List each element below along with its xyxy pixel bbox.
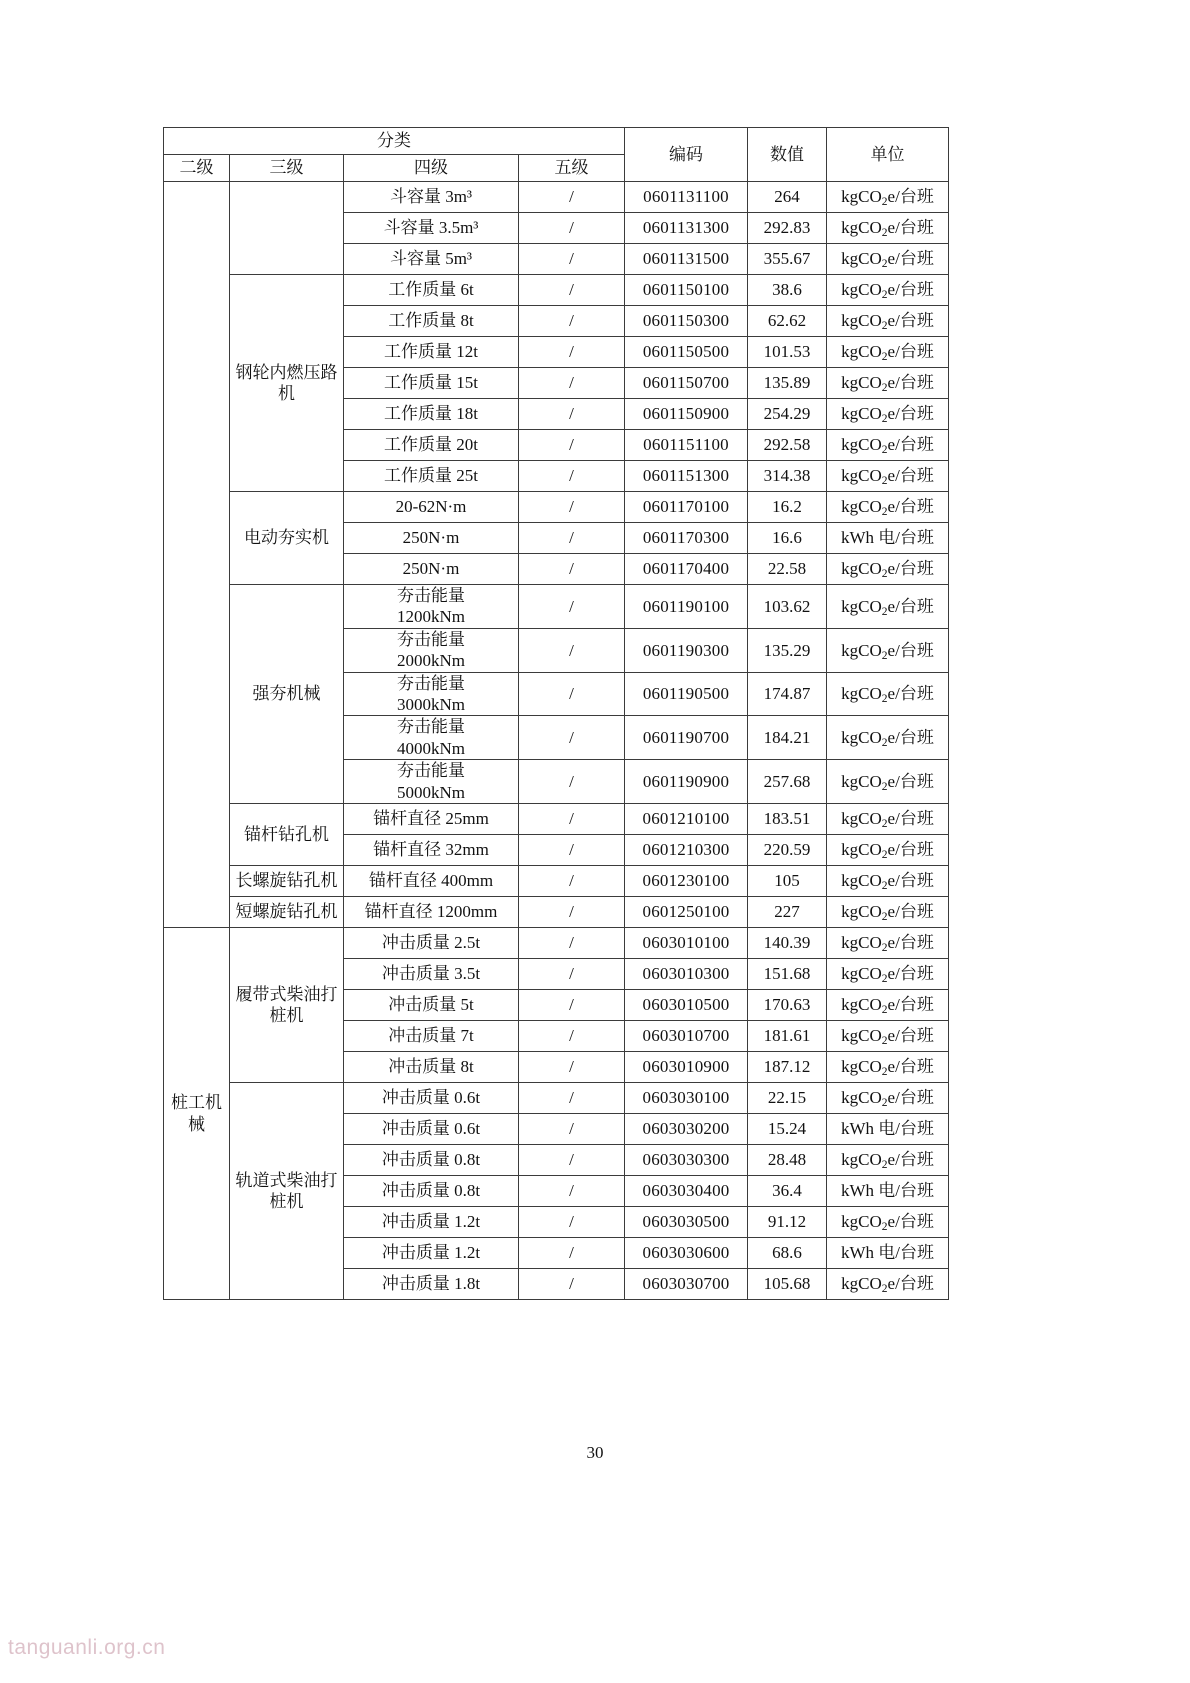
cell-unit: kgCO$_2$e/台班 [827,628,949,672]
cell-code: 0601131300 [625,213,748,244]
header-classification-group: 分类 [164,128,625,155]
cell-code: 0601151300 [625,461,748,492]
cell-value: 151.68 [748,959,827,990]
cell-level4: 冲击质量 0.6t [344,1083,519,1114]
cell-unit: kgCO$_2$e/台班 [827,990,949,1021]
cell-code: 0601170300 [625,523,748,554]
cell-level4: 250N·m [344,554,519,585]
cell-level5: / [519,306,625,337]
cell-code: 0603030100 [625,1083,748,1114]
cell-level5: / [519,244,625,275]
cell-value: 68.6 [748,1238,827,1269]
cell-code: 0603030400 [625,1176,748,1207]
cell-level4: 斗容量 5m³ [344,244,519,275]
table-row [164,1083,949,1114]
cell-unit: kgCO$_2$e/台班 [827,213,949,244]
cell-level5: / [519,1269,625,1300]
cell-value: 170.63 [748,990,827,1021]
cell-value: 103.62 [748,585,827,629]
cell-level5: / [519,430,625,461]
cell-code: 0601230100 [625,866,748,897]
cell-value: 254.29 [748,399,827,430]
cell-code: 0601190500 [625,672,748,716]
table-row [164,928,949,959]
cell-level5: / [519,1176,625,1207]
cell-value: 227 [748,897,827,928]
cell-value: 355.67 [748,244,827,275]
emission-factor-table [163,127,949,1300]
table-row [164,492,949,523]
cell-level5: / [519,1021,625,1052]
cell-level5: / [519,1114,625,1145]
cell-unit: kgCO$_2$e/台班 [827,1021,949,1052]
cell-code: 0601190900 [625,760,748,804]
cell-value: 183.51 [748,804,827,835]
cell-level3: 履带式柴油打桩机 [230,928,344,1083]
cell-value: 16.2 [748,492,827,523]
cell-unit: kgCO$_2$e/台班 [827,554,949,585]
cell-unit: kgCO$_2$e/台班 [827,760,949,804]
cell-code: 0601190700 [625,716,748,760]
cell-level5: / [519,1145,625,1176]
cell-level5: / [519,628,625,672]
cell-unit: kgCO$_2$e/台班 [827,1269,949,1300]
table-row [164,897,949,928]
cell-code: 0601150100 [625,275,748,306]
cell-level4: 冲击质量 0.6t [344,1114,519,1145]
cell-level3: 钢轮内燃压路机 [230,275,344,492]
cell-unit: kgCO$_2$e/台班 [827,1083,949,1114]
cell-code: 0603030200 [625,1114,748,1145]
header-code: 编码 [625,128,748,182]
cell-level4: 锚杆直径 25mm [344,804,519,835]
cell-unit: kgCO$_2$e/台班 [827,959,949,990]
table-row [164,866,949,897]
cell-level5: / [519,1238,625,1269]
cell-code: 0603010900 [625,1052,748,1083]
cell-code: 0603030300 [625,1145,748,1176]
cell-value: 105.68 [748,1269,827,1300]
cell-code: 0601151100 [625,430,748,461]
cell-level2 [164,182,230,928]
cell-level4: 冲击质量 0.8t [344,1176,519,1207]
header-unit: 单位 [827,128,949,182]
header-level4: 四级 [344,155,519,182]
cell-level4: 夯击能量 4000kNm [344,716,519,760]
cell-unit: kgCO$_2$e/台班 [827,182,949,213]
cell-level4: 夯击能量 1200kNm [344,585,519,629]
cell-code: 0601150700 [625,368,748,399]
cell-level4: 冲击质量 7t [344,1021,519,1052]
cell-unit: kgCO$_2$e/台班 [827,399,949,430]
cell-level4: 冲击质量 3.5t [344,959,519,990]
cell-level4: 夯击能量 3000kNm [344,672,519,716]
cell-unit: kgCO$_2$e/台班 [827,461,949,492]
cell-unit: kgCO$_2$e/台班 [827,1052,949,1083]
cell-value: 174.87 [748,672,827,716]
cell-level4: 斗容量 3m³ [344,182,519,213]
cell-code: 0601131100 [625,182,748,213]
cell-value: 91.12 [748,1207,827,1238]
cell-level4: 冲击质量 2.5t [344,928,519,959]
cell-level4: 冲击质量 1.2t [344,1207,519,1238]
cell-code: 0603010500 [625,990,748,1021]
cell-code: 0603010100 [625,928,748,959]
cell-level4: 夯击能量 5000kNm [344,760,519,804]
cell-unit: kWh 电/台班 [827,1114,949,1145]
cell-level4: 工作质量 15t [344,368,519,399]
cell-code: 0603010700 [625,1021,748,1052]
cell-level3: 长螺旋钻孔机 [230,866,344,897]
cell-unit: kgCO$_2$e/台班 [827,716,949,760]
table-row [164,804,949,835]
cell-level4: 工作质量 8t [344,306,519,337]
cell-unit: kgCO$_2$e/台班 [827,585,949,629]
cell-value: 187.12 [748,1052,827,1083]
cell-code: 0601150500 [625,337,748,368]
cell-level5: / [519,337,625,368]
cell-level5: / [519,368,625,399]
cell-unit: kWh 电/台班 [827,1238,949,1269]
cell-level4: 250N·m [344,523,519,554]
cell-unit: kgCO$_2$e/台班 [827,306,949,337]
header-level2: 二级 [164,155,230,182]
cell-value: 105 [748,866,827,897]
cell-value: 292.83 [748,213,827,244]
cell-unit: kgCO$_2$e/台班 [827,275,949,306]
cell-level5: / [519,959,625,990]
header-level3: 三级 [230,155,344,182]
cell-level3: 锚杆钻孔机 [230,804,344,866]
cell-level4: 冲击质量 8t [344,1052,519,1083]
cell-unit: kgCO$_2$e/台班 [827,1145,949,1176]
cell-level3: 短螺旋钻孔机 [230,897,344,928]
cell-level5: / [519,523,625,554]
cell-value: 16.6 [748,523,827,554]
cell-level5: / [519,928,625,959]
table-header [164,128,949,182]
cell-value: 135.89 [748,368,827,399]
cell-level5: / [519,835,625,866]
cell-unit: kgCO$_2$e/台班 [827,672,949,716]
header-value: 数值 [748,128,827,182]
cell-level5: / [519,1083,625,1114]
cell-code: 0601250100 [625,897,748,928]
cell-code: 0601190100 [625,585,748,629]
cell-level3: 电动夯实机 [230,492,344,585]
cell-level4: 夯击能量 2000kNm [344,628,519,672]
cell-code: 0601190300 [625,628,748,672]
cell-level4: 冲击质量 5t [344,990,519,1021]
cell-level5: / [519,990,625,1021]
cell-unit: kgCO$_2$e/台班 [827,804,949,835]
cell-unit: kWh 电/台班 [827,523,949,554]
cell-unit: kgCO$_2$e/台班 [827,928,949,959]
cell-value: 62.62 [748,306,827,337]
emission-factor-table-container [163,127,948,1300]
cell-level4: 20-62N·m [344,492,519,523]
cell-level5: / [519,275,625,306]
cell-level5: / [519,399,625,430]
cell-code: 0601210100 [625,804,748,835]
cell-level4: 工作质量 18t [344,399,519,430]
cell-code: 0601170100 [625,492,748,523]
cell-level3 [230,182,344,275]
cell-level4: 锚杆直径 400mm [344,866,519,897]
cell-level4: 锚杆直径 1200mm [344,897,519,928]
cell-value: 184.21 [748,716,827,760]
cell-level5: / [519,804,625,835]
cell-unit: kgCO$_2$e/台班 [827,835,949,866]
cell-unit: kgCO$_2$e/台班 [827,244,949,275]
cell-level3: 轨道式柴油打桩机 [230,1083,344,1300]
cell-code: 0601150900 [625,399,748,430]
cell-level5: / [519,492,625,523]
table-row [164,275,949,306]
cell-value: 181.61 [748,1021,827,1052]
cell-level4: 工作质量 12t [344,337,519,368]
cell-value: 36.4 [748,1176,827,1207]
cell-level4: 冲击质量 1.2t [344,1238,519,1269]
cell-level5: / [519,461,625,492]
cell-value: 135.29 [748,628,827,672]
cell-value: 15.24 [748,1114,827,1145]
cell-value: 314.38 [748,461,827,492]
cell-code: 0603010300 [625,959,748,990]
cell-unit: kgCO$_2$e/台班 [827,1207,949,1238]
cell-code: 0603030500 [625,1207,748,1238]
cell-unit: kgCO$_2$e/台班 [827,492,949,523]
cell-level3: 强夯机械 [230,585,344,804]
cell-code: 0601150300 [625,306,748,337]
cell-code: 0603030600 [625,1238,748,1269]
cell-code: 0603030700 [625,1269,748,1300]
cell-value: 264 [748,182,827,213]
cell-unit: kgCO$_2$e/台班 [827,368,949,399]
cell-value: 292.58 [748,430,827,461]
cell-unit: kgCO$_2$e/台班 [827,897,949,928]
cell-value: 38.6 [748,275,827,306]
cell-value: 28.48 [748,1145,827,1176]
cell-level2: 桩工机械 [164,928,230,1300]
cell-value: 22.15 [748,1083,827,1114]
cell-code: 0601210300 [625,835,748,866]
cell-unit: kgCO$_2$e/台班 [827,337,949,368]
cell-level5: / [519,554,625,585]
cell-level4: 冲击质量 1.8t [344,1269,519,1300]
cell-level4: 冲击质量 0.8t [344,1145,519,1176]
cell-level5: / [519,182,625,213]
header-level5: 五级 [519,155,625,182]
cell-level5: / [519,1207,625,1238]
cell-value: 22.58 [748,554,827,585]
cell-value: 257.68 [748,760,827,804]
cell-code: 0601131500 [625,244,748,275]
cell-level5: / [519,585,625,629]
cell-level4: 斗容量 3.5m³ [344,213,519,244]
cell-level4: 工作质量 25t [344,461,519,492]
cell-level5: / [519,716,625,760]
table-body [164,182,949,1300]
page-number: 30 [586,1443,604,1462]
cell-level4: 锚杆直径 32mm [344,835,519,866]
table-row [164,585,949,629]
cell-level5: / [519,760,625,804]
cell-value: 101.53 [748,337,827,368]
cell-level5: / [519,897,625,928]
watermark: tanguanli.org.cn [8,1636,166,1659]
cell-code: 0601170400 [625,554,748,585]
cell-level5: / [519,672,625,716]
cell-unit: kWh 电/台班 [827,1176,949,1207]
cell-unit: kgCO$_2$e/台班 [827,866,949,897]
cell-value: 220.59 [748,835,827,866]
cell-level5: / [519,1052,625,1083]
table-row [164,182,949,213]
cell-level4: 工作质量 20t [344,430,519,461]
cell-value: 140.39 [748,928,827,959]
cell-level5: / [519,866,625,897]
cell-unit: kgCO$_2$e/台班 [827,430,949,461]
table-header-row-group [164,128,949,155]
cell-level5: / [519,213,625,244]
cell-level4: 工作质量 6t [344,275,519,306]
